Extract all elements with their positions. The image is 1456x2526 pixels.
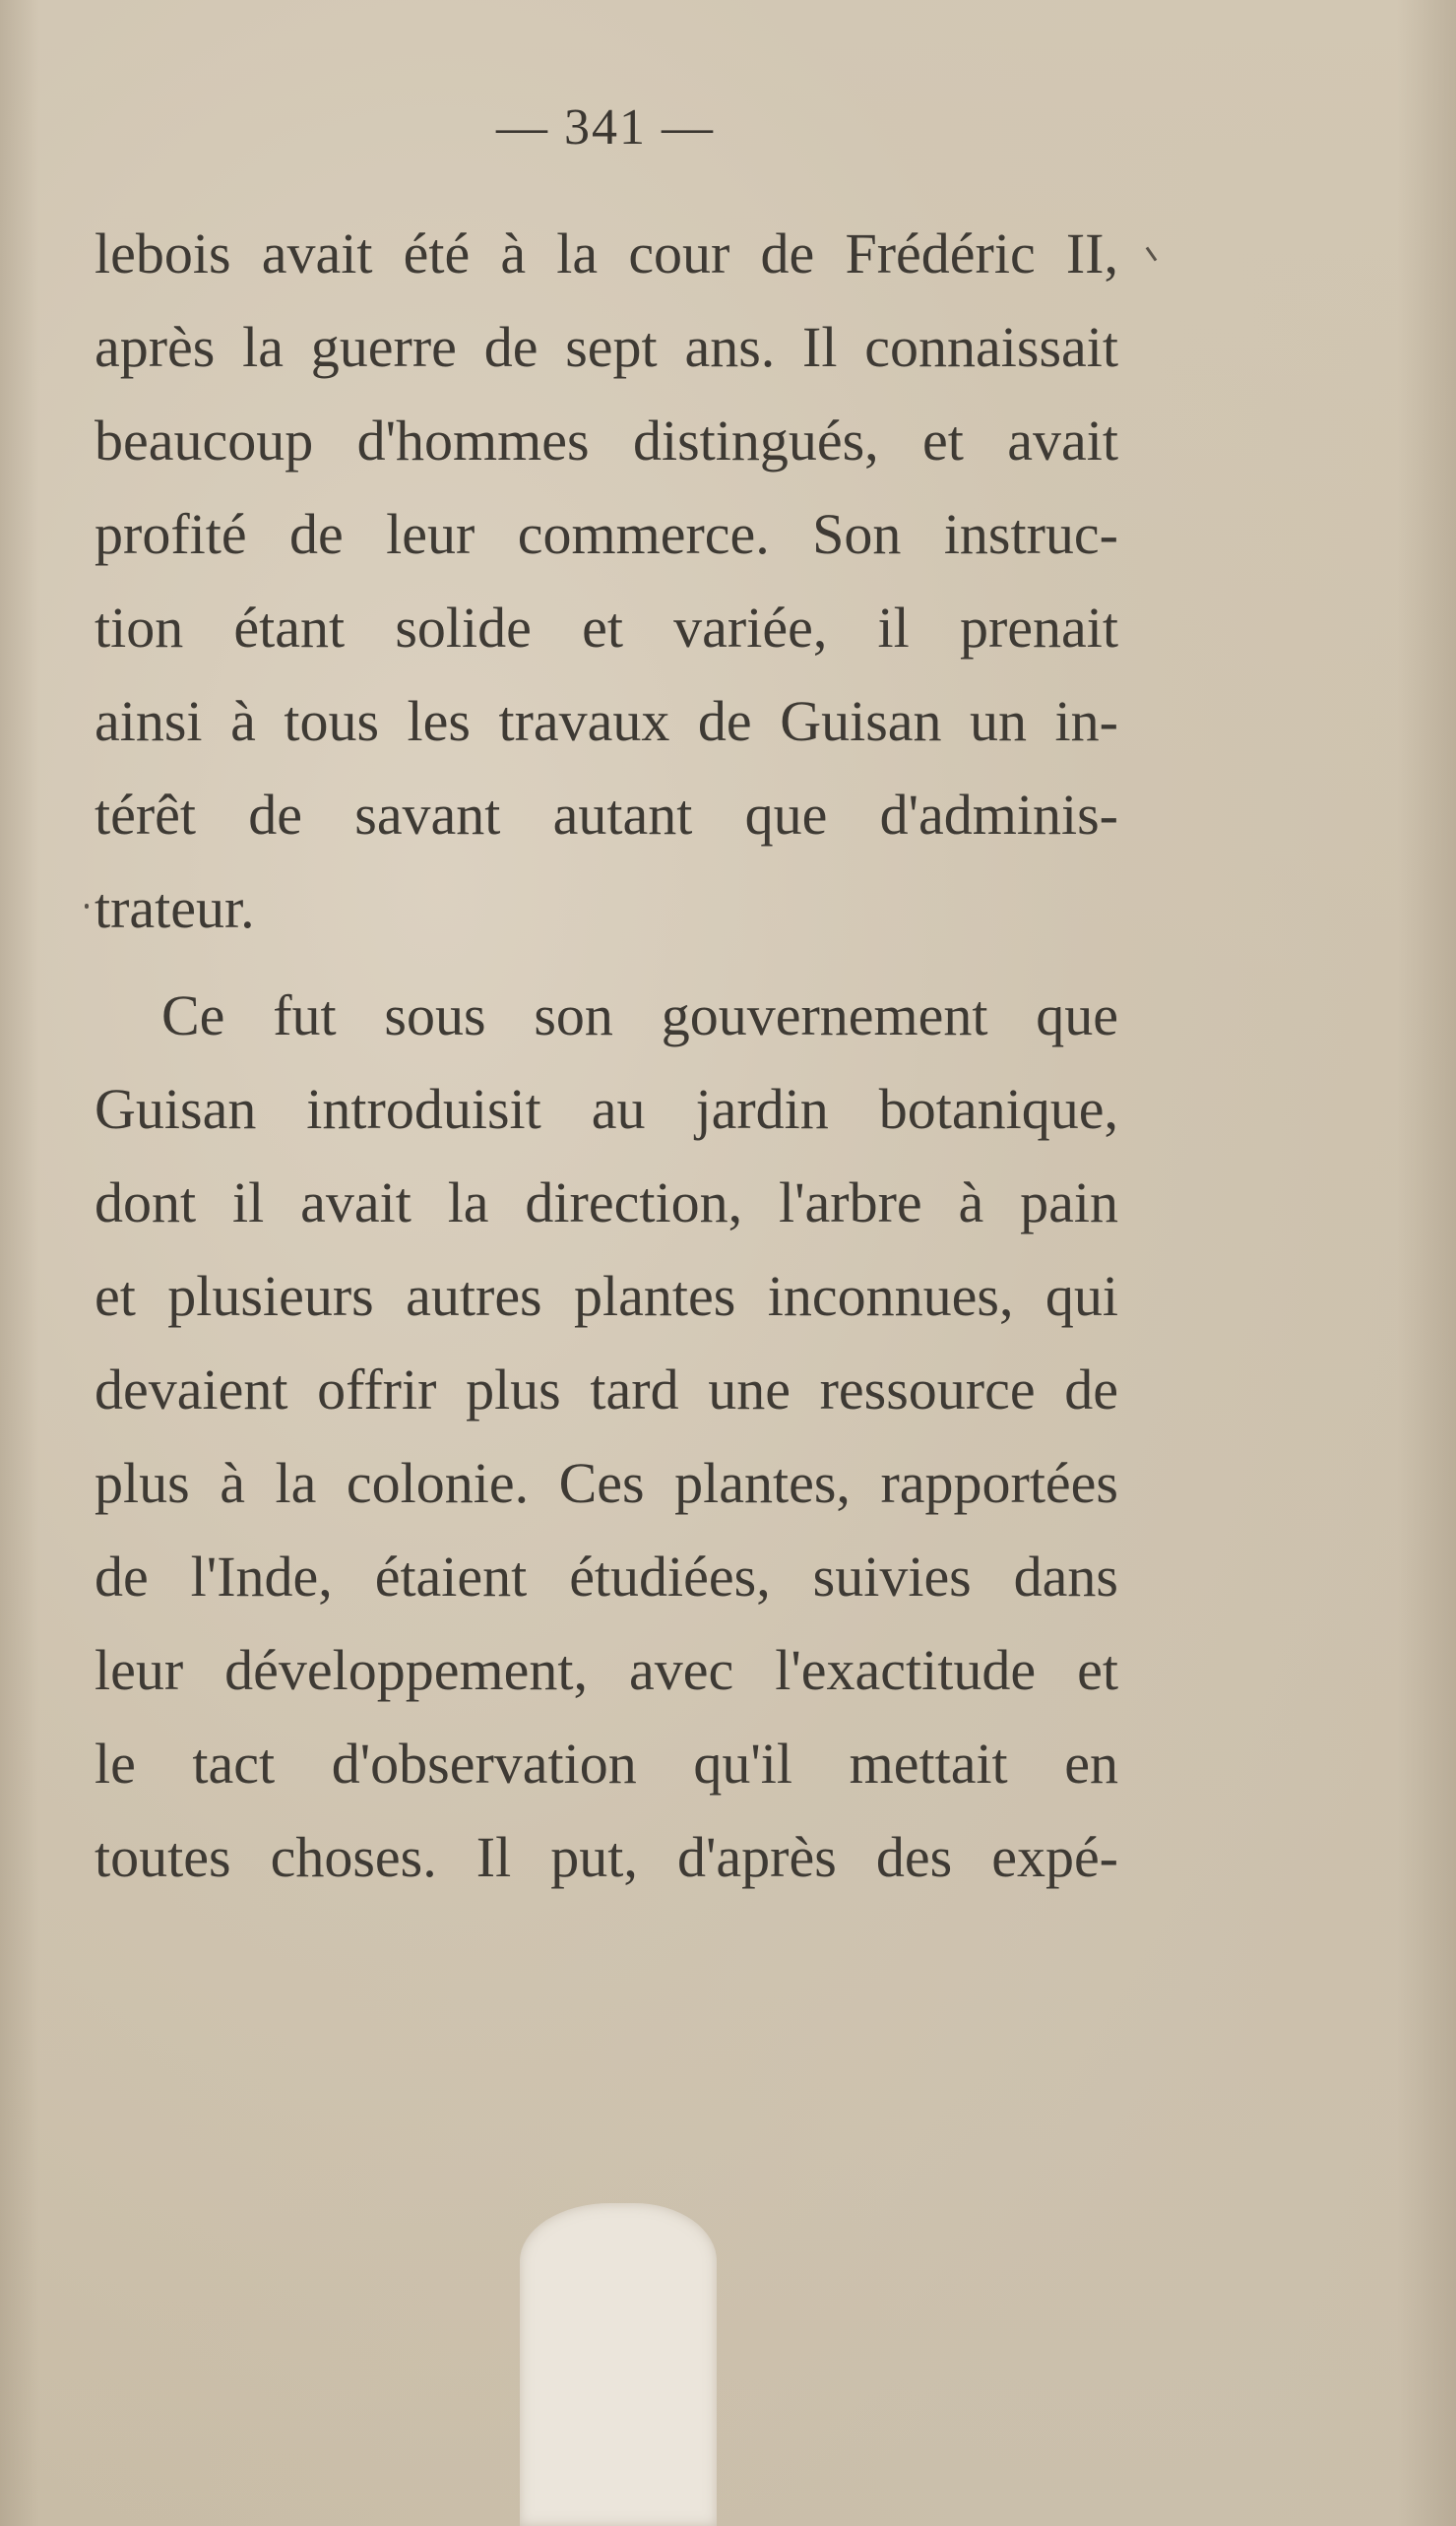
paragraph-first-line: Ce fut sous son gouvernement que (161, 983, 1118, 1047)
stray-mark (85, 904, 89, 909)
text-line: profité de leur commerce. Son instruc- (95, 502, 1118, 566)
text-line: toutes choses. Il put, d'après des expé- (95, 1825, 1118, 1889)
paper-tear (520, 2203, 717, 2526)
text-line: térêt de savant autant que d'adminis- (95, 783, 1118, 847)
text-line: et plusieurs autres plantes inconnues, qui (95, 1264, 1118, 1328)
text-line: plus à la colonie. Ces plantes, rapportées (95, 1451, 1118, 1515)
text-line: lebois avait été à la cour de Frédéric II, (95, 221, 1118, 285)
text-line: tion étant solide et variée, il prenait (95, 596, 1118, 660)
text-line: Guisan introduisit au jardin botanique, (95, 1077, 1118, 1141)
text-line: dont il avait la direction, l'arbre à pain (95, 1170, 1118, 1234)
text-line: devaient offrir plus tard une ressource de (95, 1358, 1118, 1421)
text-line: le tact d'observation qu'il mettait en (95, 1732, 1118, 1796)
page-number: — 341 — (496, 99, 715, 156)
text-line: beaucoup d'hommes distingués, et avait (95, 409, 1118, 473)
text-line: ainsi à tous les travaux de Guisan un in- (95, 689, 1118, 753)
text-line: leur développement, avec l'exactitude et (95, 1638, 1118, 1702)
page-shadow-left (0, 0, 39, 2526)
text-line: trateur. (95, 876, 255, 940)
text-line: après la guerre de sept ans. Il connaissait (95, 315, 1118, 379)
page-shadow-right (1397, 0, 1456, 2526)
stray-mark (1146, 247, 1158, 262)
body-text (95, 207, 1118, 1904)
text-line: de l'Inde, étaient étudiées, suivies dans (95, 1545, 1118, 1609)
